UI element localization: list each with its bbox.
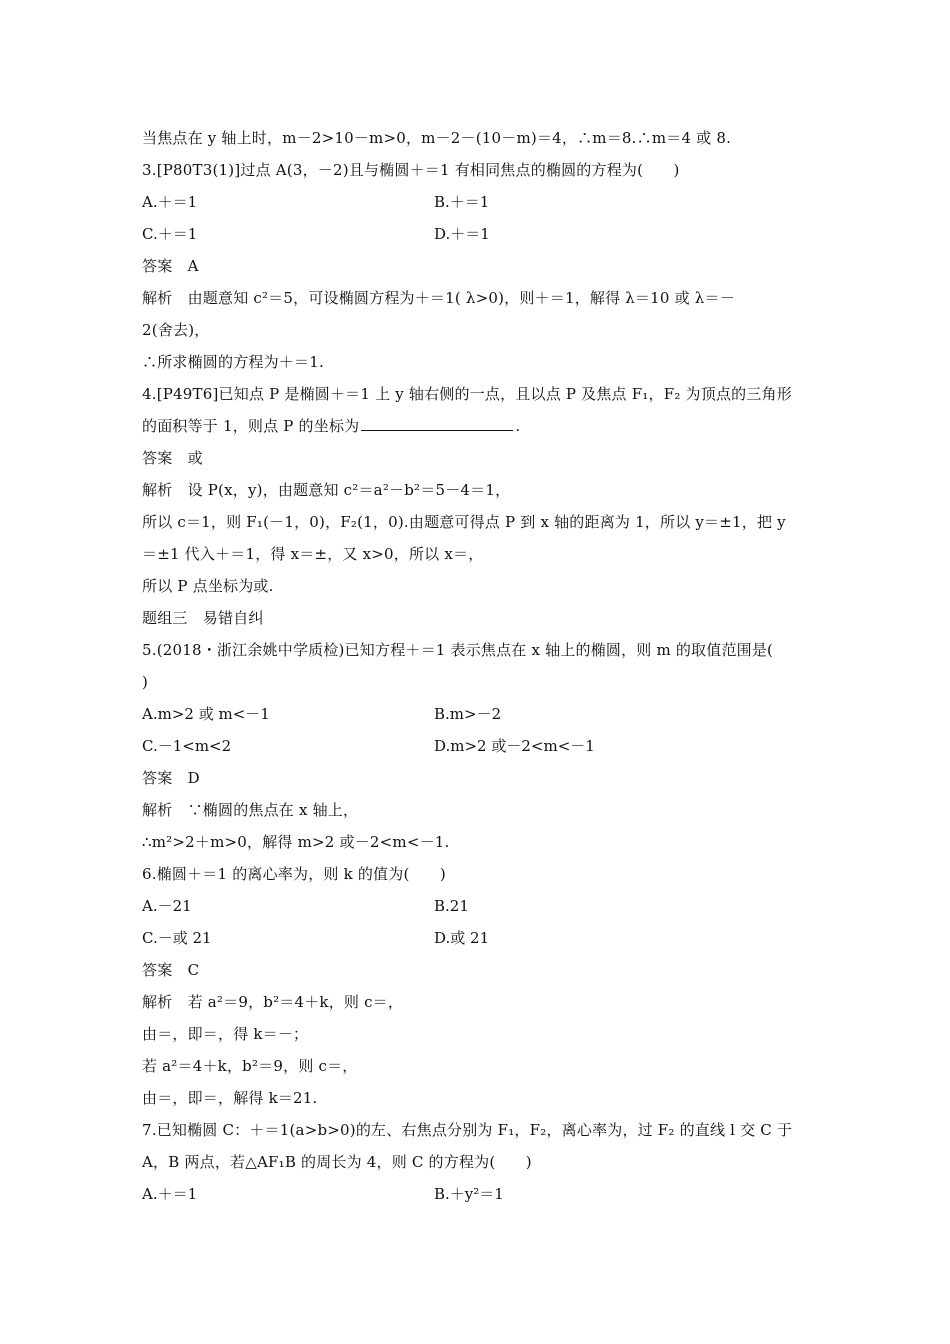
question-4-text: 的面积等于 1，则点 P 的坐标为 [142,417,360,435]
question-7: 7.已知椭圆 C：＋＝1(a>b>0)的左、右焦点分别为 F₁，F₂，离心率为，过 F₂ 的直线 l 交 C 于 [142,1121,793,1139]
explanation: 所以 c＝1，则 F₁(－1，0)，F₂(1，0).由题意可得点 P 到 x 轴的距离为 1，所以 y＝±1，把 y [142,513,786,531]
document-page [142,122,822,1210]
question-4-cont [142,410,822,442]
option-c: C.＋＝1 [142,225,198,243]
option-a: A.－21 [142,897,192,915]
explanation: 若 a²＝4＋k，b²＝9，则 c＝， [142,1057,358,1075]
question-5-cont: ) [142,673,149,691]
explanation: 解析 由题意知 c²＝5，可设椭圆方程为＋＝1( λ>0)，则＋＝1，解得 λ＝10 或 λ＝－ [142,289,735,307]
answer-blank [361,412,513,431]
answer: 答案 或 [142,449,203,467]
text-line: 当焦点在 y 轴上时，m－2>10－m>0，m－2－(10－m)＝4，∴m＝8.∴m＝4 或 8. [142,129,732,147]
explanation: ＝±1 代入＋＝1，得 x＝±，又 x>0，所以 x＝， [142,545,484,563]
options-row [142,186,822,218]
section-heading: 题组三 易错自纠 [142,609,264,627]
explanation: 由＝，即＝，得 k＝－； [142,1025,309,1043]
options-row [142,1178,822,1210]
answer: 答案 C [142,961,200,979]
option-a: A.＋＝1 [142,193,198,211]
option-b: B.m>－2 [434,705,502,723]
options-row [142,890,822,922]
explanation: ∴m²>2＋m>0，解得 m>2 或－2<m<－1. [142,833,450,851]
question-5: 5.(2018・浙江余姚中学质检)已知方程＋＝1 表示焦点在 x 轴上的椭圆，则 m 的取值范围是( [142,641,774,659]
option-d: D.m>2 或－2<m<－1 [434,737,595,755]
explanation: 解析 若 a²＝9，b²＝4＋k，则 c＝， [142,993,404,1011]
options-row [142,922,822,954]
option-b: B.＋＝1 [434,193,490,211]
question-6: 6.椭圆＋＝1 的离心率为，则 k 的值为( ) [142,865,446,883]
option-b: B.21 [434,897,469,915]
options-row [142,218,822,250]
option-b: B.＋y²＝1 [434,1185,504,1203]
explanation: 所以 P 点坐标为或. [142,577,274,595]
answer: 答案 D [142,769,200,787]
options-row [142,698,822,730]
answer: 答案 A [142,257,199,275]
options-row [142,730,822,762]
explanation: ∴所求椭圆的方程为＋＝1. [142,353,324,371]
question-7-cont: A，B 两点，若△AF₁B 的周长为 4，则 C 的方程为( ) [142,1153,532,1171]
question-4: 4.[P49T6]已知点 P 是椭圆＋＝1 上 y 轴右侧的一点，且以点 P 及焦点 F₁，F₂ 为顶点的三角形 [142,385,792,403]
option-d: D.＋＝1 [434,225,490,243]
option-a: A.＋＝1 [142,1185,198,1203]
question-4-end: . [515,417,521,435]
explanation: 由＝，即＝，解得 k＝21. [142,1089,318,1107]
option-a: A.m>2 或 m<－1 [142,705,270,723]
explanation: 解析 设 P(x，y)，由题意知 c²＝a²－b²＝5－4＝1， [142,481,511,499]
question-3: 3.[P80T3(1)]过点 A(3，－2)且与椭圆＋＝1 有相同焦点的椭圆的方程为( ) [142,161,680,179]
explanation: 2(舍去)， [142,321,210,339]
option-c: C.－或 21 [142,929,212,947]
option-d: D.或 21 [434,929,490,947]
option-c: C.－1<m<2 [142,737,232,755]
explanation: 解析 ∵椭圆的焦点在 x 轴上， [142,801,359,819]
